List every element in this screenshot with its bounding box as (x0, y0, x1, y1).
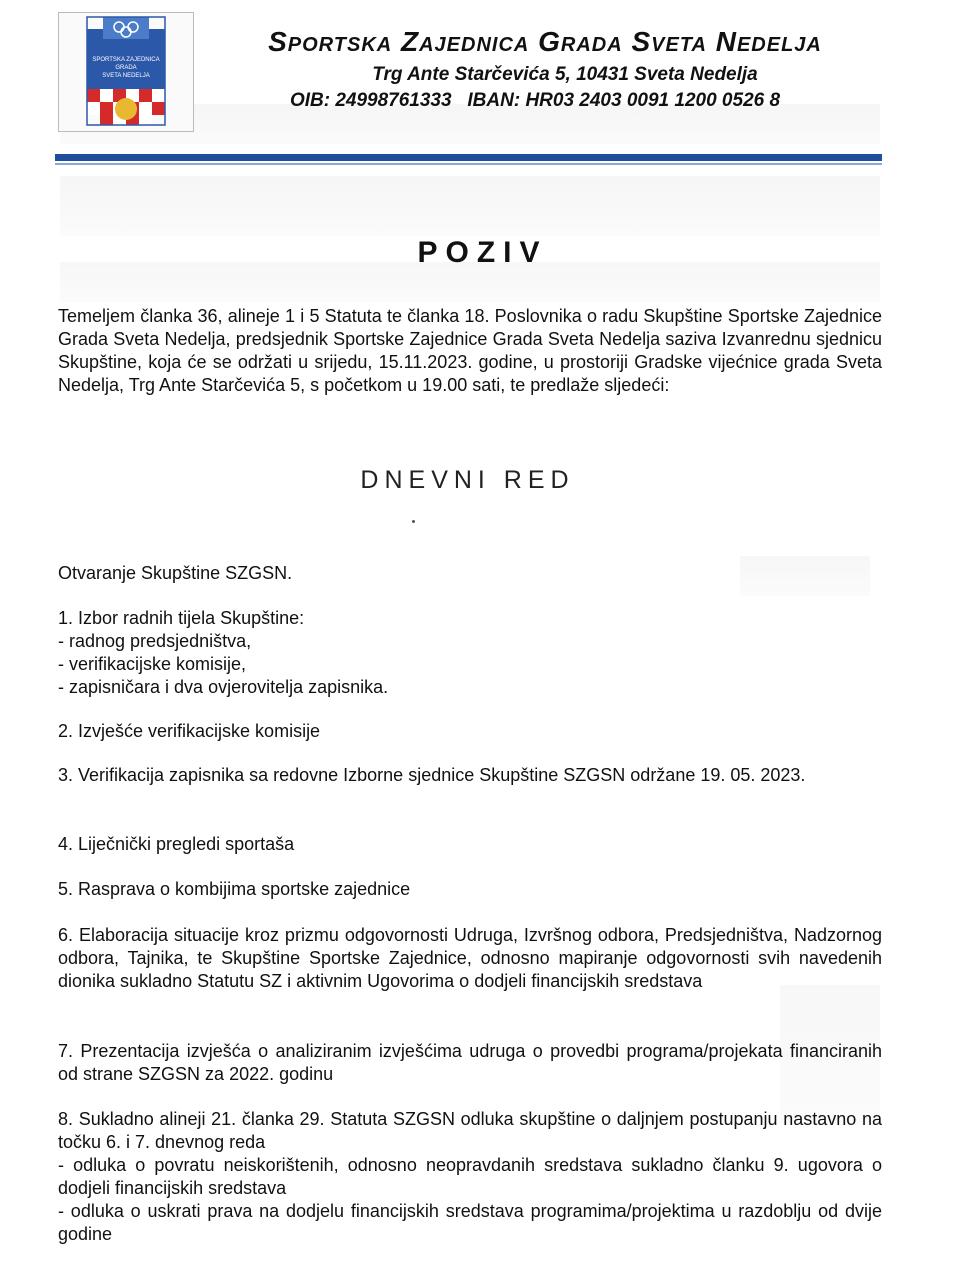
header-rule (55, 154, 882, 161)
agenda-item-6: 6. Elaboracija situacije kroz prizmu odgovornosti Udruga, Izvršnog odbora, Predsjedništva, Nadzornog odbora, Tajnika, te Skupštine Sportske Zajednice, odnosno mapiranje odgovornosti svih navedenih dionika sukladno Statutu SZ i aktivnim Ugovorima o dodjeli financijskih sredstava (58, 925, 882, 991)
agenda-subitem: - odluka o uskrati prava na dodjelu financijskih sredstava programima/projektima u razdoblju od dvije godine (58, 1201, 882, 1244)
agenda-item-5: 5. Rasprava o kombijima sportske zajednice (58, 879, 411, 899)
agenda-item-2: 2. Izvješće verifikacijske komisije (58, 721, 321, 741)
bleed-through-shadow (60, 176, 880, 236)
org-name: Sportska Zajednica Grada Sveta Nedelja (268, 26, 822, 57)
stray-dot (412, 520, 415, 523)
agenda-subitem: - odluka o povratu neiskorištenih, odnosno neopravdanih sredstava sukladno članku 9. ugovora o dodjeli financijskih sredstava (58, 1155, 882, 1198)
agenda-item-4: 4. Liječnički pregledi sportaša (58, 834, 295, 854)
agenda-item-1: 1. Izbor radnih tijela Skupštine: (58, 608, 305, 628)
header-rule-secondary (55, 163, 882, 165)
logo-text-1: SPORTSKA ZAJEDNICA (92, 57, 160, 63)
org-ids: OIB: 24998761333 IBAN: HR03 2403 0091 1200 0526 8 (289, 90, 781, 111)
doc-title: POZIV (417, 236, 548, 269)
agenda-item-7: 7. Prezentacija izvješća o analiziranim izvješćima udruga o provedbi programa/projekata financiranih od strane SZGSN za 2022. godinu (58, 1041, 882, 1084)
agenda-subitem: - zapisničara i dva ovjerovitelja zapisnika. (58, 677, 389, 697)
agenda-subitem: - radnog predsjedništva, (58, 631, 252, 651)
org-address: Trg Ante Starčevića 5, 10431 Sveta Nedelja (372, 64, 758, 85)
intro-paragraph: Temeljem članka 36, alineje 1 i 5 Statuta te članka 18. Poslovnika o radu Skupštine Sportske Zajednice Grada Sveta Nedelja, predsjednik Sportske Zajednice Grada Sveta Nedelja saziva Izvanrednu sjednicu Skupštine, koja će se održati u srijedu, 15.11.2023. godine, u prostoriji Gradske vijećnice grada Sveta Nedelja, Trg Ante Starčevića 5, s početkom u 19.00 sati, te predlaže sljedeći: (58, 306, 882, 395)
org-logo (58, 12, 194, 132)
agenda-opening: Otvaranje Skupštine SZGSN. (58, 563, 293, 583)
agenda-item-8: 8. Sukladno alineji 21. članka 29. Statuta SZGSN odluka skupštine o daljnjem postupanju nastavno na točku 6. i 7. dnevnog reda (58, 1109, 882, 1152)
crest-icon (59, 13, 193, 131)
logo-text-3: SVETA NEDELJA (102, 73, 150, 79)
logo-text-2: GRADA (115, 65, 137, 71)
agenda-title: DNEVNI RED (360, 466, 575, 494)
agenda-item-3: 3. Verifikacija zapisnika sa redovne Izborne sjednice Skupštine SZGSN održane 19. 05. 2023. (58, 765, 806, 785)
agenda-subitem: - verifikacijske komisije, (58, 654, 247, 674)
